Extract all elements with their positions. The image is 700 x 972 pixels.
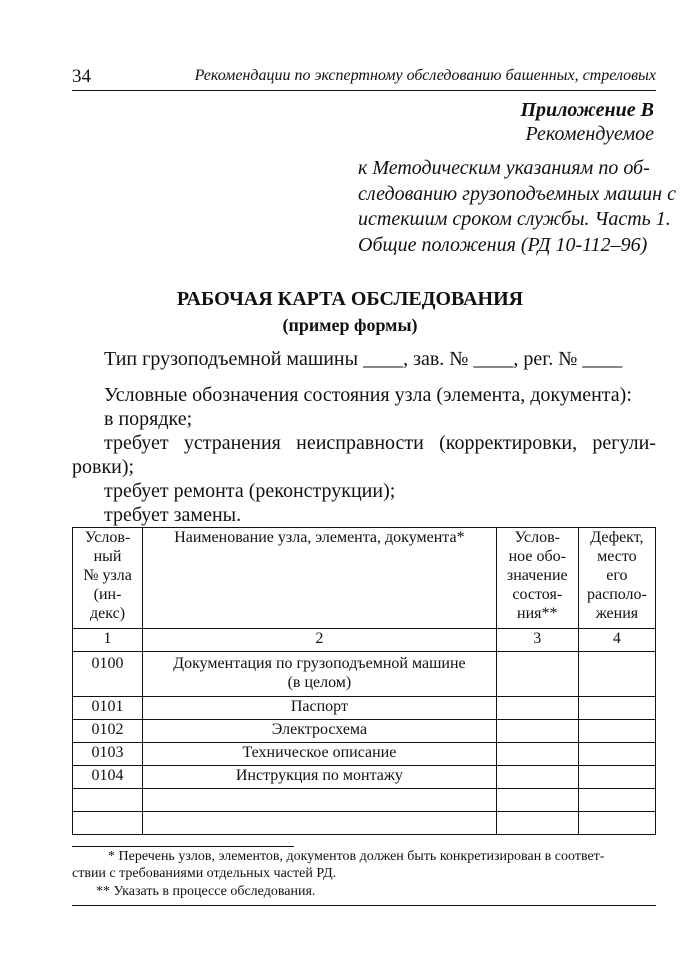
cell-defect [578,812,655,835]
cell-defect [578,652,655,697]
cell-state [496,789,578,812]
legend-item-reconstruct: требует ремонта (реконструкции); [104,480,396,502]
cell-state [496,720,578,743]
column-header-state: Услов- ное обо- значение состоя- ния** [496,528,578,629]
cell-index: 0103 [73,743,143,766]
cell-defect [578,720,655,743]
column-number-row [73,629,656,652]
cell-index [73,789,143,812]
table-row [73,743,656,766]
table-row [73,697,656,720]
appendix-reference-line: Общие положения (РД 10-112–96) [358,233,648,256]
cell-name: Инструкция по монтажу [143,766,497,789]
legend-word: устранения [183,432,281,454]
table-header-row [73,528,656,629]
footnote-divider [72,846,294,847]
column-header-defect: Дефект, место его располо- жения [578,528,655,629]
legend-item-replace: требует замены. [104,504,242,526]
table-row-empty [73,789,656,812]
column-number: 4 [578,629,655,652]
cell-state [496,766,578,789]
cell-defect [578,766,655,789]
cell-state [496,743,578,766]
column-header-name: Наименование узла, элемента, документа* [143,528,497,629]
table-row [73,652,656,697]
legend-word: регули- [592,432,656,454]
cell-name: Документация по грузоподъемной машине (в целом) [143,652,497,697]
legend-item-repair-continued: ровки); [72,456,135,478]
document-subtitle: (пример формы) [282,315,418,335]
cell-index: 0100 [73,652,143,697]
running-title: Рекомендации по экспертному обследованию башенных, стреловых [194,67,656,84]
footnote-2: ** Указать в процессе обследования. [96,884,316,899]
cell-defect [578,697,655,720]
appendix-status: Рекомендуемое [525,123,654,145]
cell-name: Электросхема [143,720,497,743]
footnote-1-continued: ствии с требованиями отдельных частей РД. [72,866,337,881]
cell-name: Паспорт [143,697,497,720]
document-title: РАБОЧАЯ КАРТА ОБСЛЕДОВАНИЯ [176,288,524,310]
column-number: 1 [73,629,143,652]
column-header-index: Услов- ный № узла (ин- декс) [73,528,143,629]
table-row [73,766,656,789]
cell-name [143,789,497,812]
legend-intro: Условные обозначения состояния узла (элемента, документа): [104,384,632,406]
page-number: 34 [72,66,91,87]
table-row-empty [73,812,656,835]
legend-word: требует [104,432,169,454]
cell-state [496,697,578,720]
cell-defect [578,743,655,766]
survey-table [72,527,656,835]
cell-name: Техническое описание [143,743,497,766]
cell-index: 0104 [73,766,143,789]
appendix-title: Приложение В [520,99,654,121]
machine-type-line: Тип грузоподъемной машины ____, зав. № ____, рег. № ____ [104,348,623,370]
legend-word: (корректировки, [439,432,578,454]
column-number: 3 [496,629,578,652]
cell-index: 0102 [73,720,143,743]
appendix-reference [358,156,676,258]
bottom-divider [72,905,656,906]
cell-index: 0101 [73,697,143,720]
cell-name [143,812,497,835]
legend-item-repair [104,432,656,455]
page-header [72,64,656,91]
column-number: 2 [143,629,497,652]
cell-index [73,812,143,835]
cell-defect [578,789,655,812]
cell-state [496,812,578,835]
appendix-reference-line: истекшим сроком службы. Часть 1. [358,208,671,230]
footnote-1: * Перечень узлов, элементов, документов должен быть конкретизирован в соответ- [108,849,605,864]
legend-item-ok: в порядке; [104,408,193,430]
appendix-reference-line: к Методическим указаниям по об- [358,157,650,179]
legend-word: неисправности [296,432,424,454]
appendix-reference-line: следованию грузоподъемных машин с [358,182,676,205]
table-row [73,720,656,743]
cell-state [496,652,578,697]
